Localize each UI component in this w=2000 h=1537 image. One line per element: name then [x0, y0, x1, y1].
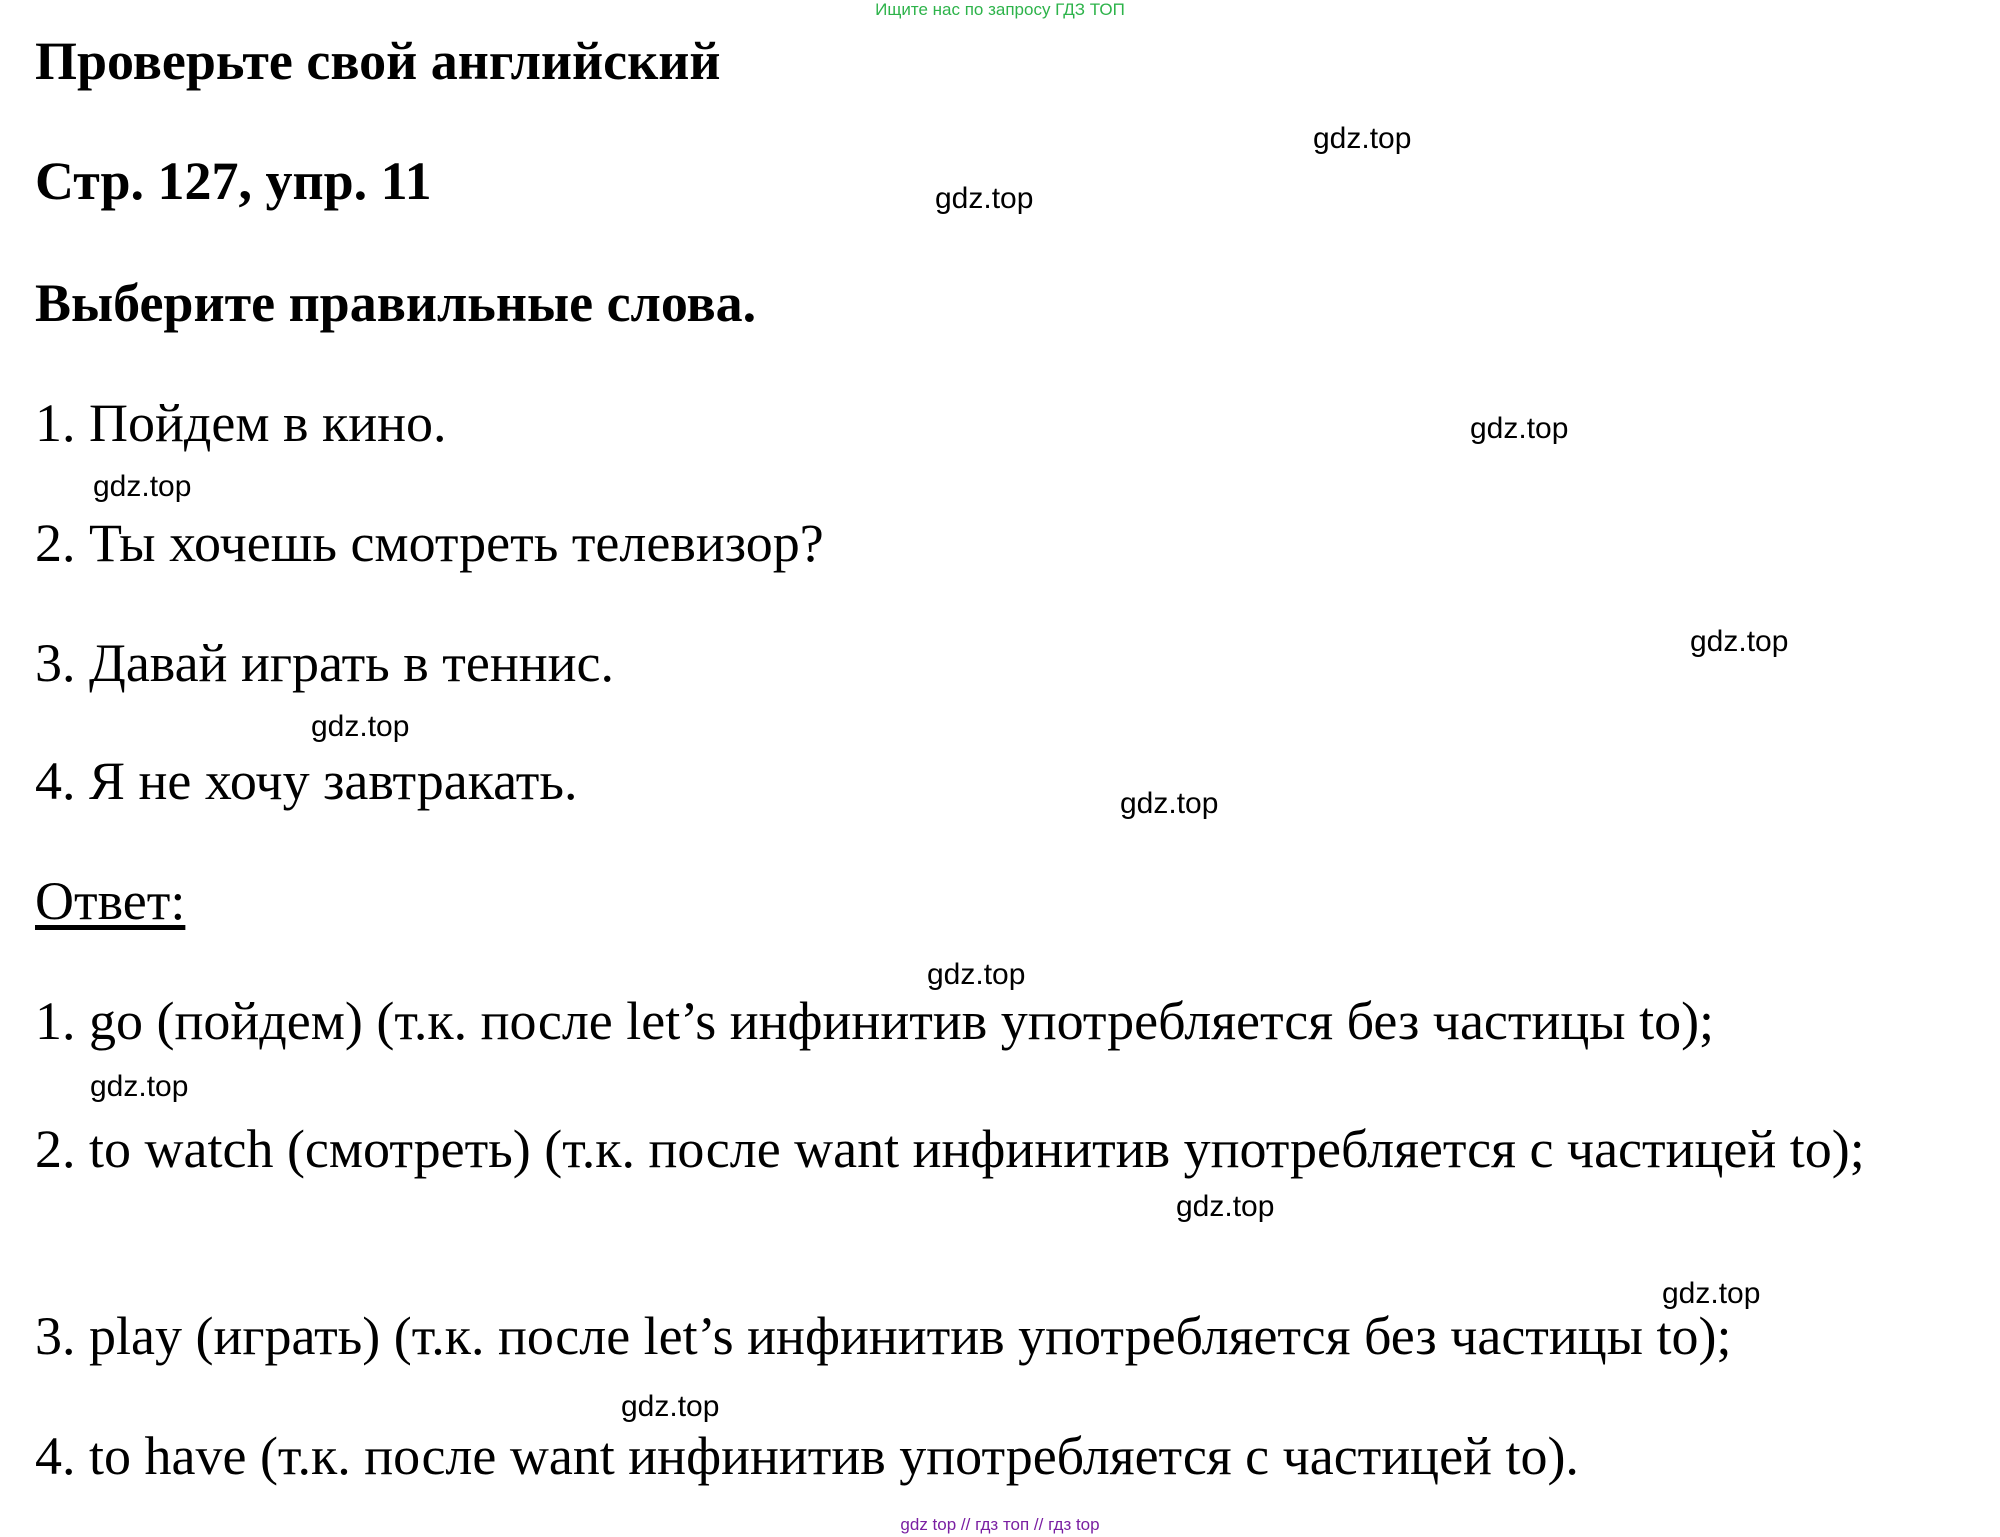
question-2: 2. Ты хочешь смотреть телевизор?	[35, 513, 824, 573]
answer-4: 4. to have (т.к. после want инфинитив употребляется с частицей to).	[35, 1426, 1579, 1486]
answer-label: Ответ:	[35, 871, 186, 931]
top-banner: Ищите нас по запросу ГДЗ ТОП	[875, 0, 1125, 19]
page-reference-heading: Стр. 127, упр. 11	[35, 151, 432, 211]
answer-1: 1. go (пойдем) (т.к. после let’s инфинитив употребляется без частицы to);	[35, 991, 1715, 1051]
watermark: gdz.top	[1470, 412, 1569, 445]
watermark: gdz.top	[1120, 787, 1219, 820]
watermark: gdz.top	[1662, 1277, 1761, 1310]
footer-links: gdz top // гдз топ // гдз top	[900, 1515, 1100, 1534]
watermark: gdz.top	[1176, 1190, 1275, 1223]
watermark: gdz.top	[90, 1070, 189, 1103]
watermark: gdz.top	[621, 1390, 720, 1423]
watermark: gdz.top	[927, 958, 1026, 991]
section-heading: Проверьте свой английский	[35, 31, 721, 91]
watermark: gdz.top	[93, 470, 192, 503]
watermark: gdz.top	[311, 710, 410, 743]
answer-3: 3. play (играть) (т.к. после let’s инфинитив употребляется без частицы to);	[35, 1306, 1732, 1366]
watermark: gdz.top	[1313, 122, 1412, 155]
watermark: gdz.top	[1690, 625, 1789, 658]
watermark: gdz.top	[935, 182, 1034, 215]
question-3: 3. Давай играть в теннис.	[35, 633, 615, 693]
question-4: 4. Я не хочу завтракать.	[35, 751, 578, 811]
question-1: 1. Пойдем в кино.	[35, 393, 447, 453]
answer-2: 2. to watch (смотреть) (т.к. после want инфинитив употребляется с частицей to);	[35, 1119, 1865, 1179]
task-heading: Выберите правильные слова.	[35, 273, 757, 333]
